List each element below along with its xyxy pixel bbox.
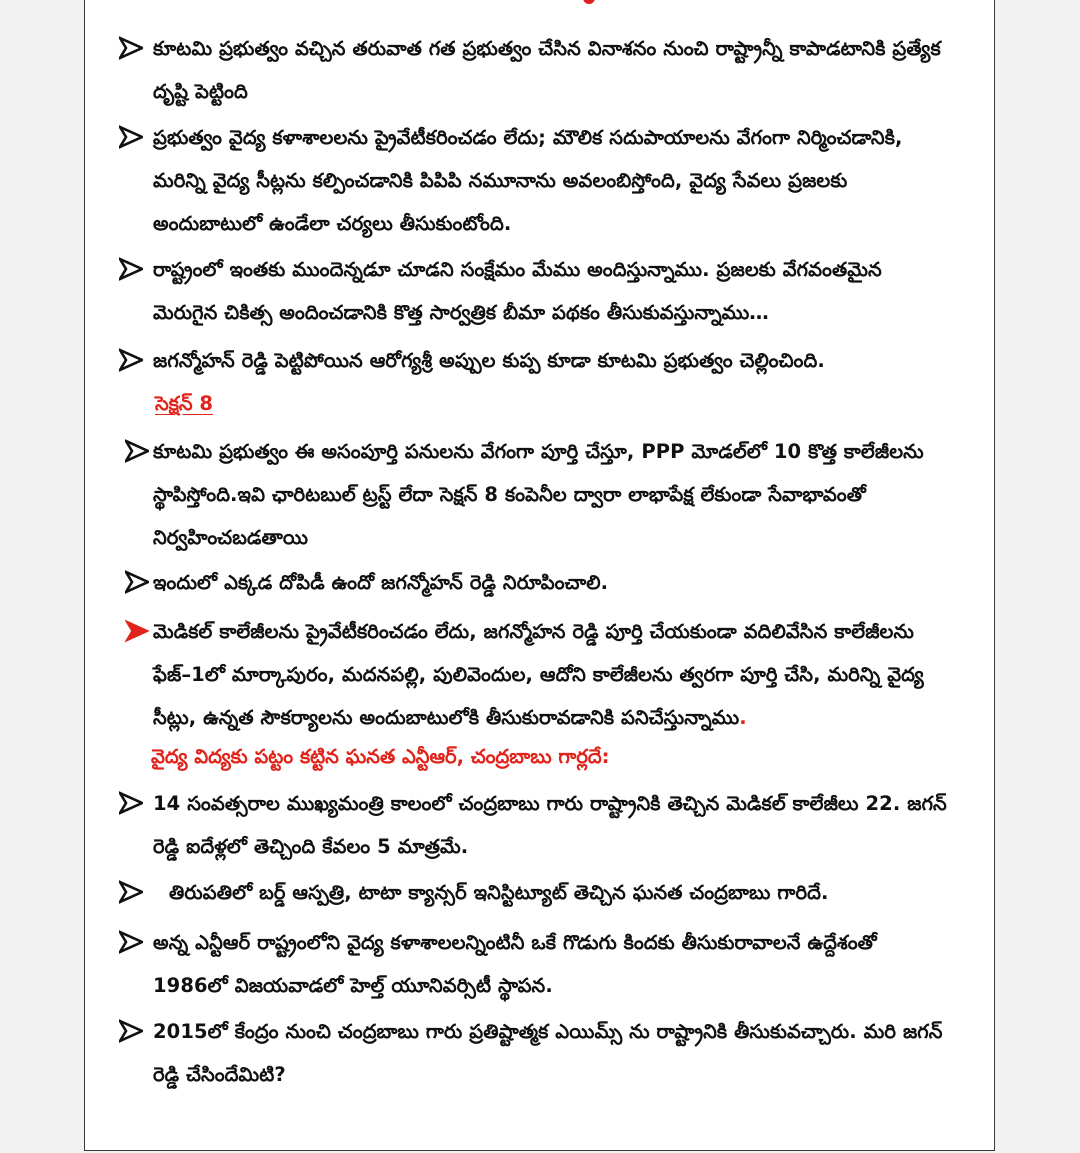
document-page [84,0,995,1151]
list-item [119,871,949,914]
arrow-bullet-icon [119,36,145,62]
list-item [119,116,949,245]
list-item-text: ఇందులో ఎక్కడ దోపిడీ ఉందో జగన్మోహన్ రెడ్డి నిరూపించాలి. [153,571,609,594]
arrow-bullet-icon [119,1019,145,1045]
list-item-text: 14 సంవత్సరాల ముఖ్యమంత్రి కాలంలో చంద్రబాబు గారు రాష్ట్రానికి తెచ్చిన మెడికల్ కాలేజీలు 22. జగన్ రెడ్డి ఐదేళ్లలో తెచ్చింది కేవలం 5 మాత్రమే. [153,792,947,858]
list-item-text: ప్రభుత్వం వైద్య కళాశాలలను ప్రైవేటీకరించడం లేదు; మౌలిక సదుపాయాలను వేగంగా నిర్మించడానికి, మరిన్ని వైద్య సీట్లను కల్పించడానికి పిపిపి నమూనాను అవలంబిస్తోంది, వైద్య సేవలు ప్రజలకు అందుబాటులో ఉండేలా చర్యలు తీసుకుంటోంది. [153,126,903,235]
ntr-heading: వైద్య విద్యకు పట్టం కట్టిన ఘనత ఎన్టీఆర్, చంద్రబాబు గార్లదే: [151,745,610,768]
list-item-text: జగన్మోహన్ రెడ్డి పెట్టిపోయిన ఆరోగ్యశ్రీ అప్పుల కుప్ప కూడా కూటమి ప్రభుత్వం చెల్లించింది. [153,349,825,372]
list-item-text: కూటమి ప్రభుత్వం వచ్చిన తరువాత గత ప్రభుత్వం చేసిన వినాశనం నుంచి రాష్ట్రాన్నీ కాపాడటానికి ప్రత్యేక దృష్టి పెట్టింది [153,37,941,103]
arrow-bullet-icon [119,880,145,906]
list-item-text: రాష్ట్రంలో ఇంతకు ముందెన్నడూ చూడని సంక్షేమం మేము అందిస్తున్నాము. ప్రజలకు వేగవంతమైన మెరుగైన చికిత్స అందించడానికి కొత్త సార్వత్రిక బీమా పథకం తీసుకువస్తున్నాము… [153,258,882,324]
arrow-bullet-icon [119,257,145,283]
arrow-bullet-icon [119,791,145,817]
arrow-bullet-icon [119,930,145,956]
list-item-text: 2015లో కేంద్రం నుంచి చంద్రబాబు గారు ప్రతిష్టాత్మక ఎయిమ్స్ ను రాష్ట్రానికి తీసుకువచ్చారు. మరి జగన్ రెడ్డి చేసిందేమిటి? [153,1020,943,1086]
list-item-text: తిరుపతిలో బర్డ్ ఆస్పత్రి, టాటా క్యాన్సర్ ఇనిస్టిట్యూట్ తెచ్చిన ఘనత చంద్రబాబు గారిదే. [169,881,829,904]
list-item-end-mark: . [739,706,747,729]
list-item-text: అన్న ఎన్టీఆర్ రాష్ట్రంలోని వైద్య కళాశాలలన్నింటినీ ఒకే గొడుగు కిందకు తీసుకురావాలనే ఉద్దేశంతో 1986లో విజయవాడలో హెల్త్ యూనివర్సిటీ స్థాపన. [153,931,877,997]
list-item [125,430,955,559]
arrow-bullet-icon [125,570,151,596]
list-item [119,782,949,868]
list-item [119,921,949,1007]
arrow-bullet-icon [125,439,151,465]
arrow-bullet-icon [119,348,145,374]
section-heading: సెక్షన్ 8 [155,392,213,415]
bullet-list [85,0,995,1151]
list-item [125,561,955,604]
list-item [119,339,949,382]
arrow-bullet-icon [125,619,151,645]
list-item [119,27,949,113]
list-item [125,610,955,739]
arrow-bullet-icon [119,125,145,151]
list-item-text: కూటమి ప్రభుత్వం ఈ అసంపూర్తి పనులను వేగంగా పూర్తి చేస్తూ, PPP మోడల్‌లో 10 కొత్త కాలేజీలను స్థాపిస్తోంది.ఇవి ఛారిటబుల్ ట్రస్ట్ లేదా సెక్షన్ 8 కంపెనీల ద్వారా లాభాపేక్ష లేకుండా సేవాభావంతో నిర్వహించబడతాయి [153,440,924,549]
list-item [119,248,949,334]
list-item [119,1010,949,1096]
list-item-body: మెడికల్ కాలేజీలను ప్రైవేటీకరించడం లేదు, జగన్మోహన రెడ్డి పూర్తి చేయకుండా వదిలివేసిన కాలేజీలను ఫేజ్–1లో మార్కాపురం, మదనపల్లి, పులివెందుల, ఆదోని కాలేజీలను త్వరగా పూర్తి చేసి, మరిన్ని వైద్య సీట్లు, ఉన్నత సౌకర్యాలను అందుబాటులోకి తీసుకురావడానికి పనిచేస్తున్నాము [153,620,924,729]
list-item-text [153,610,955,739]
